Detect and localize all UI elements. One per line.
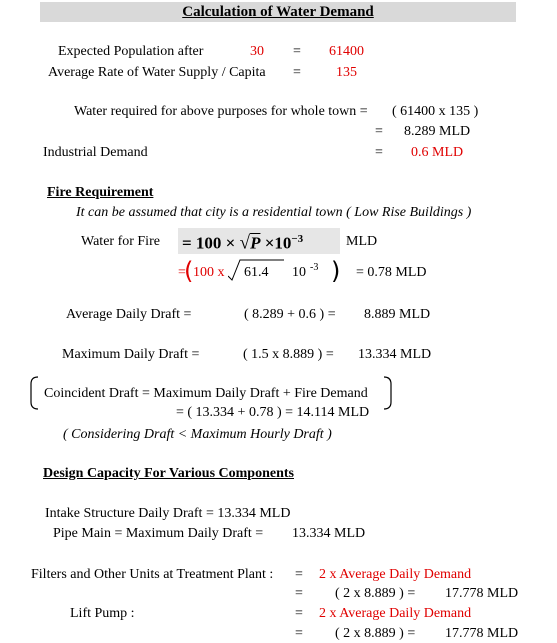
fire-unit: MLD [346, 234, 378, 249]
formula-part-b: ×10 [264, 233, 292, 253]
title-bar [40, 2, 516, 22]
industrial-equals: = [375, 145, 383, 160]
population-label: Expected Population after [58, 44, 204, 59]
page-title: Calculation of Water Demand [182, 4, 374, 20]
filters-demand: 2 x Average Daily Demand [319, 567, 472, 582]
max-draft-label: Maximum Daily Draft = [62, 347, 200, 362]
left-paren-icon: ( [184, 257, 194, 285]
fire-formula [182, 231, 303, 252]
industrial-label: Industrial Demand [43, 145, 148, 160]
right-paren-icon: ) [331, 257, 341, 285]
coincident-line2: = ( 13.334 + 0.78 ) = 14.114 MLD [176, 405, 370, 420]
formula-exponent: −3 [291, 233, 304, 245]
fire-calc-a: 100 x [193, 265, 225, 280]
population-years: 30 [250, 44, 264, 59]
water-required-expr: ( 61400 x 135 ) [392, 104, 479, 119]
water-required-result: 8.289 MLD [404, 124, 471, 139]
filters-result: 17.778 MLD [445, 586, 519, 601]
lift-expr: ( 2 x 8.889 ) = [335, 626, 416, 641]
sqrt-icon: √ [239, 232, 251, 254]
avg-draft-label: Average Daily Draft = [66, 307, 192, 322]
formula-p: P [250, 233, 261, 253]
coincident-line1: Coincident Draft = Maximum Daily Draft + Fire Demand [44, 386, 368, 401]
filters-expr: ( 2 x 8.889 ) = [335, 586, 416, 601]
fire-label: Water for Fire [81, 234, 160, 249]
industrial-value: 0.6 MLD [411, 145, 464, 160]
population-value: 61400 [329, 44, 364, 59]
right-bracket-icon [382, 376, 394, 410]
filters-equals-2: = [295, 586, 303, 601]
filters-label: Filters and Other Units at Treatment Plant : [31, 567, 274, 582]
lift-equals-1: = [295, 606, 303, 621]
lift-demand: 2 x Average Daily Demand [319, 606, 472, 621]
pipe-value: 13.334 MLD [292, 526, 366, 541]
max-draft-expr: ( 1.5 x 8.889 ) = [243, 347, 334, 362]
fire-calc-pop: 61.4 [244, 265, 269, 280]
lift-result: 17.778 MLD [445, 626, 519, 641]
lift-equals-2: = [295, 626, 303, 641]
pipe-label: Pipe Main = Maximum Daily Draft = [53, 526, 264, 541]
supply-equals: = [293, 65, 301, 80]
fire-calc-exp: -3 [310, 262, 319, 273]
left-bracket-icon [30, 376, 40, 410]
avg-draft-result: 8.889 MLD [364, 307, 431, 322]
fire-heading: Fire Requirement [47, 185, 154, 200]
formula-part-a: = 100 × [182, 233, 236, 253]
supply-label: Average Rate of Water Supply / Capita [48, 65, 266, 80]
water-required-equals: = [375, 124, 383, 139]
max-draft-result: 13.334 MLD [358, 347, 432, 362]
fire-calc-equals: = [178, 265, 186, 280]
supply-value: 135 [336, 65, 357, 80]
fire-note: It can be assumed that city is a residential town ( Low Rise Buildings ) [76, 205, 472, 220]
population-equals: = [293, 44, 301, 59]
avg-draft-expr: ( 8.289 + 0.6 ) = [244, 307, 336, 322]
design-heading: Design Capacity For Various Components [43, 466, 294, 481]
fire-calc-ten: 10 [292, 265, 306, 280]
filters-equals-1: = [295, 567, 303, 582]
intake-line: Intake Structure Daily Draft = 13.334 MLD [45, 506, 291, 521]
fire-calc-result: = 0.78 MLD [356, 265, 427, 280]
coincident-note: ( Considering Draft < Maximum Hourly Draft ) [63, 427, 332, 442]
lift-label: Lift Pump : [70, 606, 135, 621]
water-required-label: Water required for above purposes for whole town = [74, 104, 368, 119]
